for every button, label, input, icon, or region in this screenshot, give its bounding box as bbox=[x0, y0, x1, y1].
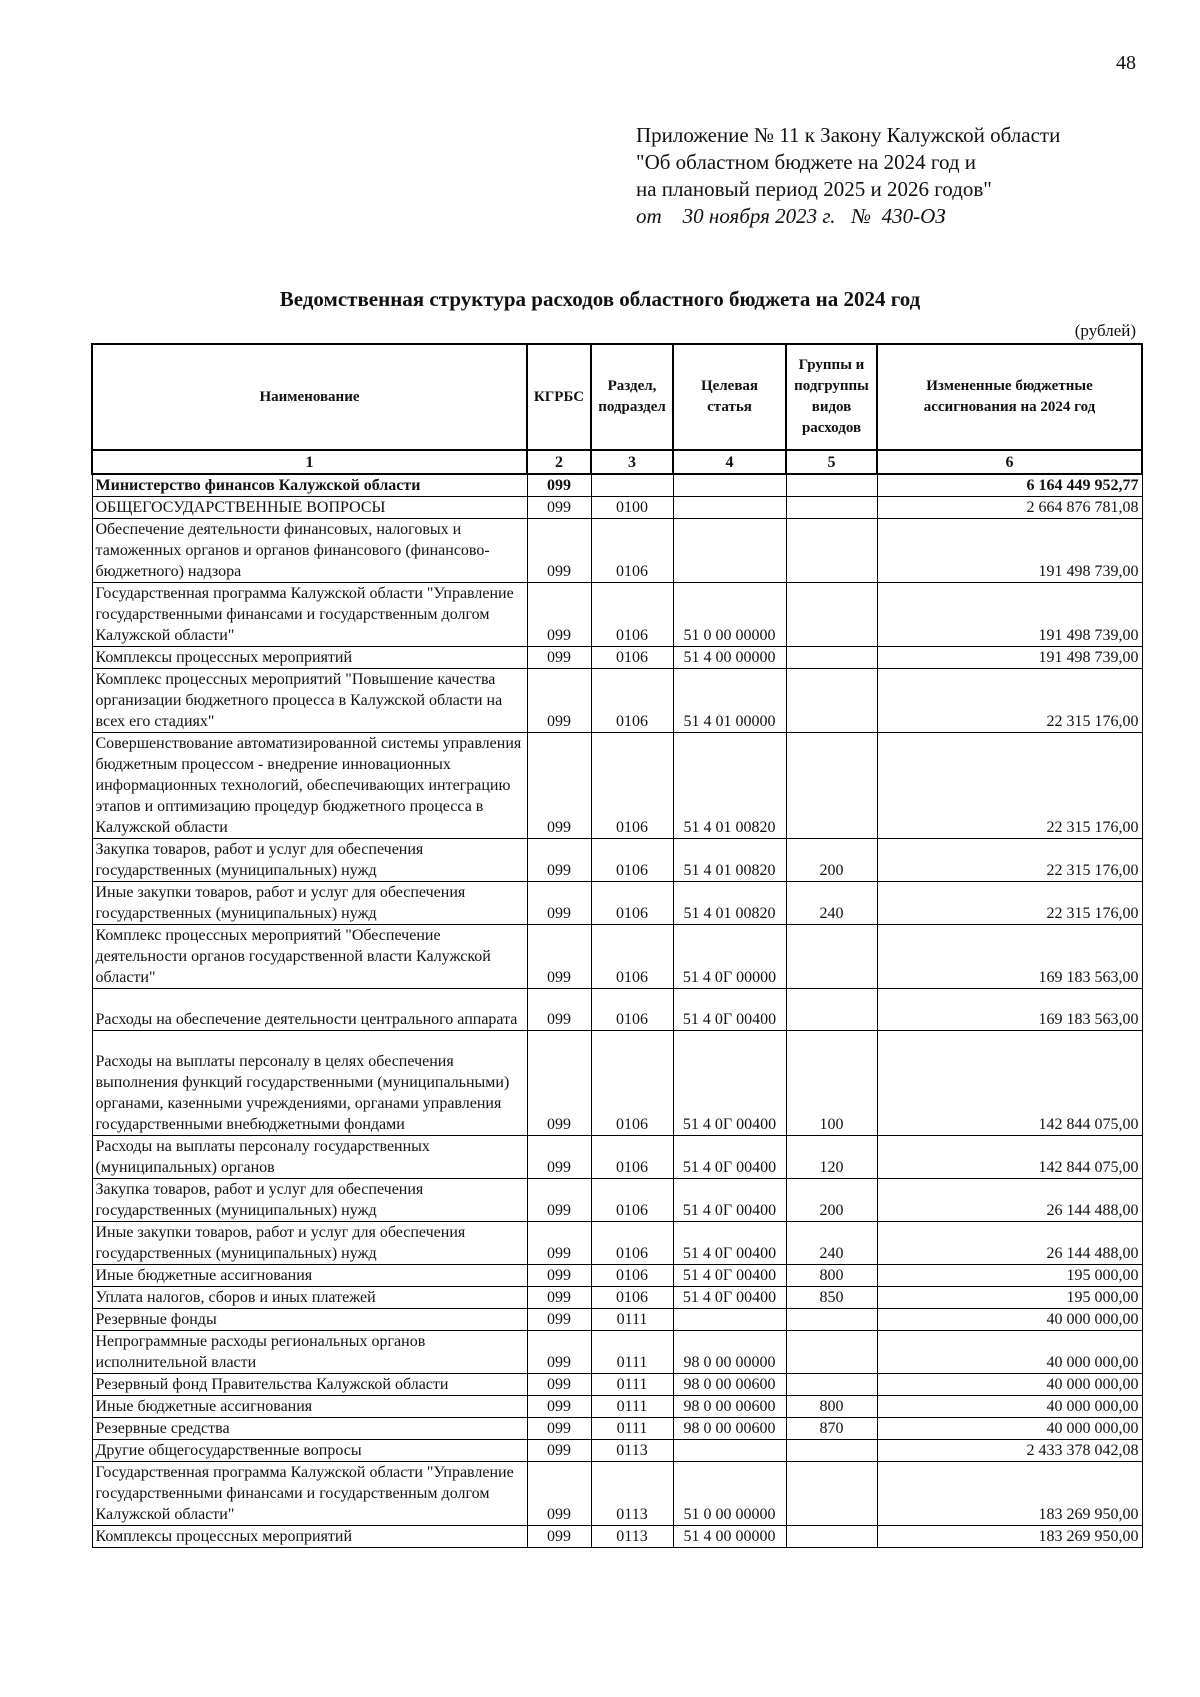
units-label: (рублей) bbox=[1074, 321, 1136, 340]
cell-section: 0113 bbox=[591, 1462, 673, 1526]
cell-target: 51 4 0Г 00400 bbox=[673, 989, 786, 1031]
table-row bbox=[92, 474, 1142, 497]
cell-section: 0100 bbox=[591, 497, 673, 519]
cell-name: Уплата налогов, сборов и иных платежей bbox=[92, 1287, 527, 1309]
cell-section: 0113 bbox=[591, 1440, 673, 1462]
cell-name: ОБЩЕГОСУДАРСТВЕННЫЕ ВОПРОСЫ bbox=[92, 497, 527, 519]
cell-target: 51 0 00 00000 bbox=[673, 1462, 786, 1526]
header-target: Целевая статья bbox=[673, 344, 786, 450]
cell-target: 51 4 01 00000 bbox=[673, 669, 786, 733]
header-section: Раздел, подраздел bbox=[591, 344, 673, 450]
cell-target: 98 0 00 00000 bbox=[673, 1331, 786, 1374]
cell-name: Закупка товаров, работ и услуг для обеспечения государственных (муниципальных) нужд bbox=[92, 1179, 527, 1222]
cell-target: 51 4 01 00820 bbox=[673, 733, 786, 839]
cell-section: 0113 bbox=[591, 1526, 673, 1548]
cell-kgrbs: 099 bbox=[527, 1179, 591, 1222]
table-row bbox=[92, 647, 1142, 669]
cell-target: 51 4 0Г 00400 bbox=[673, 1265, 786, 1287]
cell-amount: 22 315 176,00 bbox=[877, 882, 1142, 925]
annex-line-3: на плановый период 2025 и 2026 годов" bbox=[636, 177, 992, 201]
cell-target: 51 4 00 00000 bbox=[673, 1526, 786, 1548]
cell-name: Совершенствование автоматизированной системы управления бюджетным процессом - внедрение инновационных информационных технологий, обеспечивающих интеграцию этапов и оптимизацию процедур бюджетного процесса в Калужской области bbox=[92, 733, 527, 839]
cell-name: Комплексы процессных мероприятий bbox=[92, 1526, 527, 1548]
cell-name: Иные бюджетные ассигнования bbox=[92, 1265, 527, 1287]
cell-target: 51 4 0Г 00400 bbox=[673, 1031, 786, 1136]
cell-name: Государственная программа Калужской области "Управление государственными финансами и государственным долгом Калужской области" bbox=[92, 1462, 527, 1526]
cell-target: 98 0 00 00600 bbox=[673, 1374, 786, 1396]
cell-kgrbs: 099 bbox=[527, 1331, 591, 1374]
cell-group bbox=[786, 1526, 877, 1548]
cell-kgrbs: 099 bbox=[527, 925, 591, 989]
cell-amount: 40 000 000,00 bbox=[877, 1309, 1142, 1331]
cell-kgrbs: 099 bbox=[527, 839, 591, 882]
cell-section: 0106 bbox=[591, 669, 673, 733]
cell-kgrbs: 099 bbox=[527, 1440, 591, 1462]
cell-amount: 183 269 950,00 bbox=[877, 1526, 1142, 1548]
cell-target bbox=[673, 1440, 786, 1462]
cell-group: 870 bbox=[786, 1418, 877, 1440]
cell-group bbox=[786, 474, 877, 497]
table-row bbox=[92, 1418, 1142, 1440]
table-row bbox=[92, 1374, 1142, 1396]
cell-group: 850 bbox=[786, 1287, 877, 1309]
cell-target: 51 4 0Г 00400 bbox=[673, 1179, 786, 1222]
header-name: Наименование bbox=[92, 344, 527, 450]
cell-section: 0111 bbox=[591, 1309, 673, 1331]
cell-name: Комплекс процессных мероприятий "Повышение качества организации бюджетного процесса в Калужской области на всех его стадиях" bbox=[92, 669, 527, 733]
cell-name: Иные закупки товаров, работ и услуг для обеспечения государственных (муниципальных) нужд bbox=[92, 882, 527, 925]
cell-kgrbs: 099 bbox=[527, 1287, 591, 1309]
cell-section: 0111 bbox=[591, 1418, 673, 1440]
cell-group bbox=[786, 1462, 877, 1526]
cell-group bbox=[786, 989, 877, 1031]
cell-kgrbs: 099 bbox=[527, 882, 591, 925]
cell-group: 100 bbox=[786, 1031, 877, 1136]
cell-target: 51 4 0Г 00400 bbox=[673, 1222, 786, 1265]
cell-target: 51 0 00 00000 bbox=[673, 583, 786, 647]
cell-amount: 142 844 075,00 bbox=[877, 1031, 1142, 1136]
cell-target bbox=[673, 1309, 786, 1331]
col-number: 1 bbox=[92, 450, 527, 474]
cell-name: Резервный фонд Правительства Калужской области bbox=[92, 1374, 527, 1396]
table-row bbox=[92, 733, 1142, 839]
table-row bbox=[92, 1462, 1142, 1526]
cell-name: Резервные фонды bbox=[92, 1309, 527, 1331]
col-number: 2 bbox=[527, 450, 591, 474]
table-row bbox=[92, 519, 1142, 583]
col-number: 6 bbox=[877, 450, 1142, 474]
cell-kgrbs: 099 bbox=[527, 1418, 591, 1440]
cell-section: 0106 bbox=[591, 647, 673, 669]
cell-kgrbs: 099 bbox=[527, 647, 591, 669]
cell-target: 51 4 01 00820 bbox=[673, 882, 786, 925]
document-title: Ведомственная структура расходов областного бюджета на 2024 год bbox=[279, 287, 921, 311]
cell-target bbox=[673, 519, 786, 583]
cell-kgrbs: 099 bbox=[527, 1265, 591, 1287]
page-number: 48 bbox=[1116, 52, 1136, 74]
cell-section: 0106 bbox=[591, 925, 673, 989]
cell-name: Другие общегосударственные вопросы bbox=[92, 1440, 527, 1462]
cell-kgrbs: 099 bbox=[527, 669, 591, 733]
col-number: 3 bbox=[591, 450, 673, 474]
cell-target bbox=[673, 474, 786, 497]
cell-amount: 26 144 488,00 bbox=[877, 1222, 1142, 1265]
table-row bbox=[92, 1331, 1142, 1374]
cell-kgrbs: 099 bbox=[527, 1396, 591, 1418]
cell-section: 0106 bbox=[591, 1287, 673, 1309]
cell-group: 240 bbox=[786, 882, 877, 925]
table-row bbox=[92, 1526, 1142, 1548]
cell-kgrbs: 099 bbox=[527, 497, 591, 519]
cell-section: 0106 bbox=[591, 989, 673, 1031]
cell-target: 51 4 0Г 00400 bbox=[673, 1136, 786, 1179]
cell-target: 98 0 00 00600 bbox=[673, 1418, 786, 1440]
cell-amount: 40 000 000,00 bbox=[877, 1396, 1142, 1418]
col-number: 4 bbox=[673, 450, 786, 474]
table-row bbox=[92, 1396, 1142, 1418]
cell-name: Обеспечение деятельности финансовых, налоговых и таможенных органов и органов финансового (финансово-бюджетного) надзора bbox=[92, 519, 527, 583]
cell-group bbox=[786, 733, 877, 839]
cell-section: 0106 bbox=[591, 733, 673, 839]
cell-section bbox=[591, 474, 673, 497]
cell-target: 98 0 00 00600 bbox=[673, 1396, 786, 1418]
table-row bbox=[92, 583, 1142, 647]
table-row bbox=[92, 925, 1142, 989]
cell-section: 0111 bbox=[591, 1374, 673, 1396]
cell-section: 0106 bbox=[591, 1136, 673, 1179]
cell-group bbox=[786, 519, 877, 583]
cell-group: 200 bbox=[786, 839, 877, 882]
cell-amount: 22 315 176,00 bbox=[877, 669, 1142, 733]
cell-group bbox=[786, 1309, 877, 1331]
cell-section: 0106 bbox=[591, 583, 673, 647]
table-row bbox=[92, 1440, 1142, 1462]
annex-header bbox=[636, 122, 1060, 230]
col-number: 5 bbox=[786, 450, 877, 474]
cell-amount: 191 498 739,00 bbox=[877, 647, 1142, 669]
cell-amount: 2 433 378 042,08 bbox=[877, 1440, 1142, 1462]
cell-section: 0106 bbox=[591, 1265, 673, 1287]
cell-amount: 22 315 176,00 bbox=[877, 733, 1142, 839]
cell-target: 51 4 0Г 00400 bbox=[673, 1287, 786, 1309]
cell-amount: 2 664 876 781,08 bbox=[877, 497, 1142, 519]
cell-name: Расходы на выплаты персоналу государственных (муниципальных) органов bbox=[92, 1136, 527, 1179]
cell-section: 0106 bbox=[591, 839, 673, 882]
table-row bbox=[92, 1265, 1142, 1287]
table-header bbox=[92, 344, 1142, 474]
cell-amount: 26 144 488,00 bbox=[877, 1179, 1142, 1222]
header-groups: Группы и подгруппы видов расходов bbox=[786, 344, 877, 450]
cell-group bbox=[786, 925, 877, 989]
annex-line-1: Приложение № 11 к Закону Калужской области bbox=[636, 123, 1061, 147]
cell-group bbox=[786, 583, 877, 647]
cell-amount: 40 000 000,00 bbox=[877, 1374, 1142, 1396]
cell-kgrbs: 099 bbox=[527, 583, 591, 647]
cell-amount: 183 269 950,00 bbox=[877, 1462, 1142, 1526]
budget-table bbox=[91, 343, 1143, 1548]
cell-amount: 22 315 176,00 bbox=[877, 839, 1142, 882]
cell-amount: 195 000,00 bbox=[877, 1287, 1142, 1309]
cell-amount: 191 498 739,00 bbox=[877, 583, 1142, 647]
table-row bbox=[92, 839, 1142, 882]
cell-name: Министерство финансов Калужской области bbox=[92, 474, 527, 497]
cell-group: 240 bbox=[786, 1222, 877, 1265]
cell-section: 0106 bbox=[591, 1179, 673, 1222]
cell-name: Государственная программа Калужской области "Управление государственными финансами и государственным долгом Калужской области" bbox=[92, 583, 527, 647]
cell-amount: 169 183 563,00 bbox=[877, 989, 1142, 1031]
cell-section: 0106 bbox=[591, 519, 673, 583]
cell-kgrbs: 099 bbox=[527, 1462, 591, 1526]
table-row bbox=[92, 669, 1142, 733]
table-row bbox=[92, 882, 1142, 925]
cell-group bbox=[786, 669, 877, 733]
cell-group bbox=[786, 1440, 877, 1462]
cell-name: Комплексы процессных мероприятий bbox=[92, 647, 527, 669]
cell-target: 51 4 00 00000 bbox=[673, 647, 786, 669]
cell-name: Непрограммные расходы региональных органов исполнительной власти bbox=[92, 1331, 527, 1374]
cell-kgrbs: 099 bbox=[527, 474, 591, 497]
annex-line-2: "Об областном бюджете на 2024 год и bbox=[636, 150, 977, 174]
cell-kgrbs: 099 bbox=[527, 1374, 591, 1396]
cell-target bbox=[673, 497, 786, 519]
table-row bbox=[92, 989, 1142, 1031]
cell-name: Иные закупки товаров, работ и услуг для обеспечения государственных (муниципальных) нужд bbox=[92, 1222, 527, 1265]
cell-group: 200 bbox=[786, 1179, 877, 1222]
table-row bbox=[92, 1031, 1142, 1136]
cell-target: 51 4 01 00820 bbox=[673, 839, 786, 882]
cell-group bbox=[786, 647, 877, 669]
cell-target: 51 4 0Г 00000 bbox=[673, 925, 786, 989]
cell-kgrbs: 099 bbox=[527, 1031, 591, 1136]
table-row bbox=[92, 497, 1142, 519]
cell-name: Расходы на обеспечение деятельности центрального аппарата bbox=[92, 989, 527, 1031]
cell-section: 0106 bbox=[591, 1222, 673, 1265]
table-row bbox=[92, 1287, 1142, 1309]
cell-group: 800 bbox=[786, 1396, 877, 1418]
cell-section: 0106 bbox=[591, 1031, 673, 1136]
cell-group bbox=[786, 497, 877, 519]
cell-name: Иные бюджетные ассигнования bbox=[92, 1396, 527, 1418]
cell-section: 0106 bbox=[591, 882, 673, 925]
header-amount: Измененные бюджетные ассигнования на 2024 год bbox=[877, 344, 1142, 450]
table-row bbox=[92, 1222, 1142, 1265]
cell-name: Резервные средства bbox=[92, 1418, 527, 1440]
cell-kgrbs: 099 bbox=[527, 989, 591, 1031]
annex-line-4: от 30 ноября 2023 г. № 430-ОЗ bbox=[636, 204, 946, 228]
cell-amount: 169 183 563,00 bbox=[877, 925, 1142, 989]
cell-amount: 195 000,00 bbox=[877, 1265, 1142, 1287]
cell-amount: 191 498 739,00 bbox=[877, 519, 1142, 583]
cell-group: 120 bbox=[786, 1136, 877, 1179]
header-kgrbs: КГРБС bbox=[527, 344, 591, 450]
cell-name: Закупка товаров, работ и услуг для обеспечения государственных (муниципальных) нужд bbox=[92, 839, 527, 882]
cell-kgrbs: 099 bbox=[527, 1222, 591, 1265]
table-row bbox=[92, 1309, 1142, 1331]
cell-section: 0111 bbox=[591, 1396, 673, 1418]
cell-section: 0111 bbox=[591, 1331, 673, 1374]
cell-name: Комплекс процессных мероприятий "Обеспечение деятельности органов государственной власти Калужской области" bbox=[92, 925, 527, 989]
table-row bbox=[92, 1136, 1142, 1179]
cell-amount: 40 000 000,00 bbox=[877, 1331, 1142, 1374]
cell-kgrbs: 099 bbox=[527, 519, 591, 583]
cell-amount: 40 000 000,00 bbox=[877, 1418, 1142, 1440]
cell-name: Расходы на выплаты персоналу в целях обеспечения выполнения функций государственными (муниципальными) органами, казенными учреждениями, органами управления государственными внебюджетными фондами bbox=[92, 1031, 527, 1136]
cell-kgrbs: 099 bbox=[527, 1309, 591, 1331]
cell-amount: 142 844 075,00 bbox=[877, 1136, 1142, 1179]
cell-group bbox=[786, 1374, 877, 1396]
cell-kgrbs: 099 bbox=[527, 733, 591, 839]
cell-kgrbs: 099 bbox=[527, 1526, 591, 1548]
cell-group: 800 bbox=[786, 1265, 877, 1287]
cell-amount: 6 164 449 952,77 bbox=[877, 474, 1142, 497]
table-body bbox=[92, 474, 1142, 1548]
table-row bbox=[92, 1179, 1142, 1222]
cell-kgrbs: 099 bbox=[527, 1136, 591, 1179]
cell-group bbox=[786, 1331, 877, 1374]
